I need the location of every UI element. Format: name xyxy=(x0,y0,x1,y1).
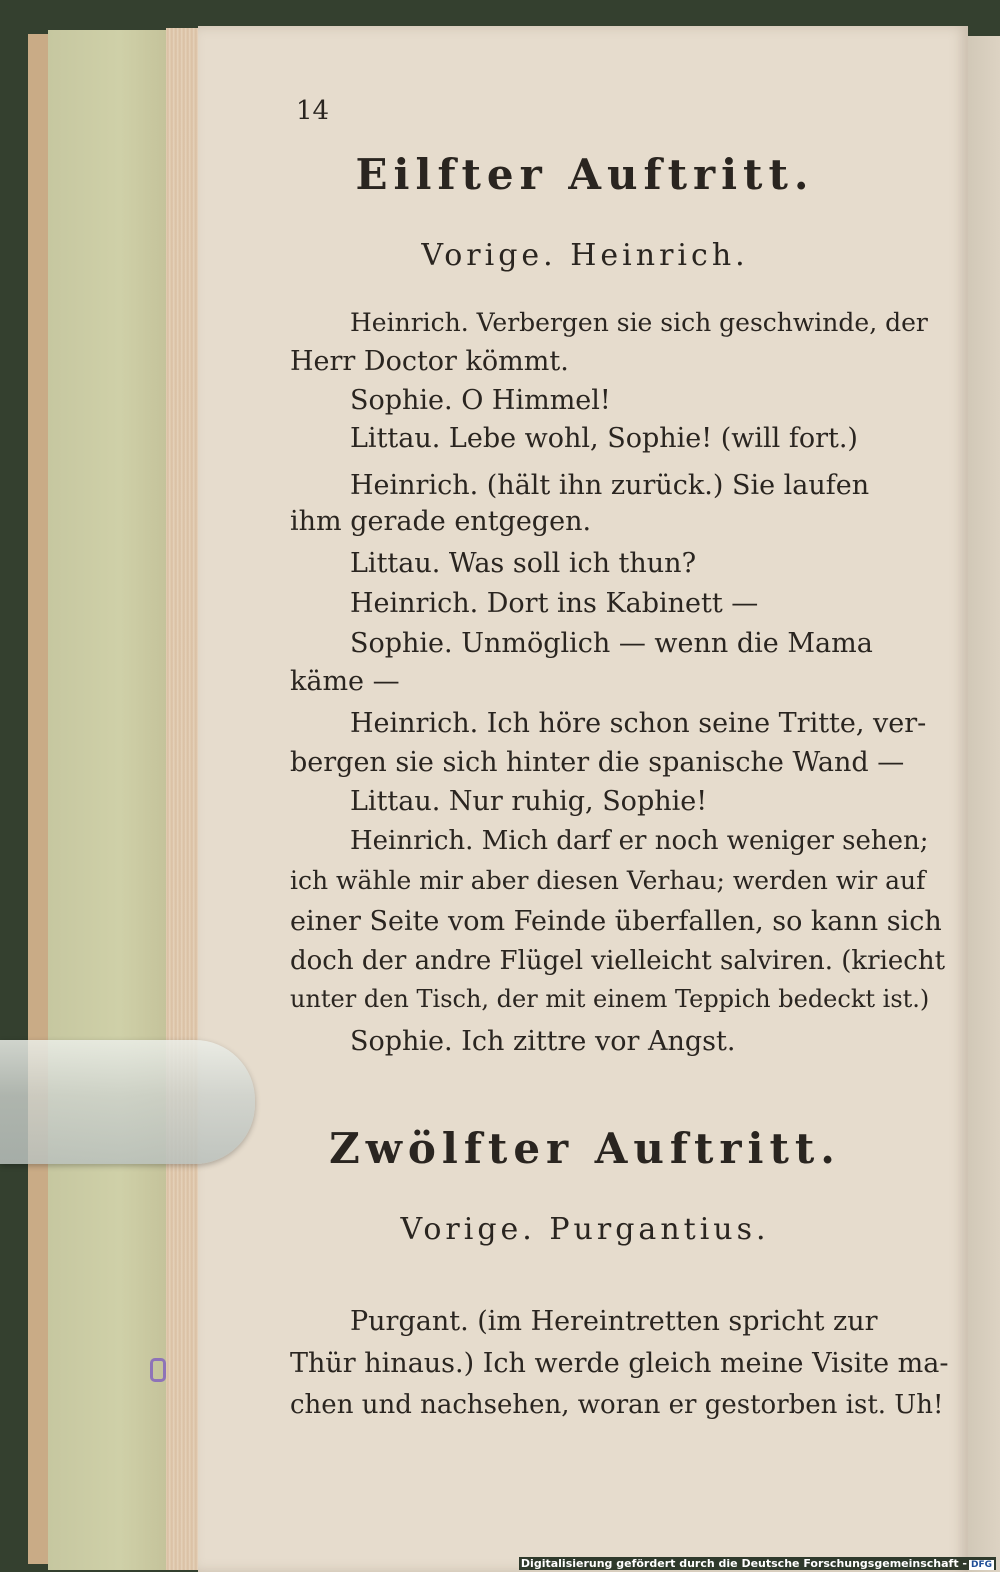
dialogue-line: Sophie. O Himmel! xyxy=(350,385,611,416)
dialogue-line: Heinrich. Ich höre schon seine Tritte, ver- xyxy=(350,708,927,739)
dialogue-line: Littau. Lebe wohl, Sophie! (will fort.) xyxy=(350,423,858,454)
dialogue-line: Heinrich. Mich darf er noch weniger sehen; xyxy=(350,826,929,856)
dialogue-line: Heinrich. (hält ihn zurück.) Sie laufen xyxy=(350,470,870,501)
scene-cast: Vorige. Purgantius. xyxy=(400,1212,770,1247)
dialogue-line: chen und nachsehen, woran er gestorben ist. Uh! xyxy=(290,1390,944,1420)
dialogue-line: ich wähle mir aber diesen Verhau; werden wir auf xyxy=(290,866,926,895)
dfg-logo: DFG xyxy=(970,1560,992,1570)
dialogue-line: Herr Doctor kömmt. xyxy=(290,346,569,377)
scene-cast: Vorige. Heinrich. xyxy=(421,238,749,273)
book-spine-strip xyxy=(48,30,168,1570)
dialogue-line: käme — xyxy=(290,666,400,697)
dialogue-line: Sophie. Unmöglich — wenn die Mama xyxy=(350,628,873,659)
scene-heading: Zwölfter Auftritt. xyxy=(329,1124,841,1173)
dialogue-line: einer Seite vom Feinde überfallen, so kann sich xyxy=(290,906,942,937)
credit-text: Digitalisierung gefördert durch die Deutsche Forschungsgemeinschaft - xyxy=(520,1557,967,1570)
book-cover-edge xyxy=(28,34,50,1564)
dialogue-line: Thür hinaus.) Ich werde gleich meine Visite ma- xyxy=(290,1348,949,1379)
digitization-credit xyxy=(519,1557,996,1570)
dialogue-line: Purgant. (im Hereintretten spricht zur xyxy=(350,1306,878,1337)
dialogue-line: doch der andre Flügel vielleicht salviren. (kriecht xyxy=(290,946,946,976)
dialogue-line: Littau. Nur ruhig, Sophie! xyxy=(350,786,708,817)
page-edges xyxy=(166,28,200,1570)
dialogue-line: bergen sie sich hinter die spanische Wand — xyxy=(290,747,905,778)
glass-page-clip xyxy=(0,1040,255,1164)
dialogue-line: Sophie. Ich zittre vor Angst. xyxy=(350,1026,736,1057)
dialogue-line: Heinrich. Dort ins Kabinett — xyxy=(350,588,759,619)
dialogue-line: unter den Tisch, der mit einem Teppich bedeckt ist.) xyxy=(290,985,930,1013)
dialogue-line: ihm gerade entgegen. xyxy=(290,506,592,537)
dialogue-line: Littau. Was soll ich thun? xyxy=(350,548,697,579)
dialogue-line: Heinrich. Verbergen sie sich geschwinde, der xyxy=(350,308,928,337)
scene-heading: Eilfter Auftritt. xyxy=(355,150,815,199)
color-mark xyxy=(150,1358,166,1382)
page-number: 14 xyxy=(296,96,330,126)
